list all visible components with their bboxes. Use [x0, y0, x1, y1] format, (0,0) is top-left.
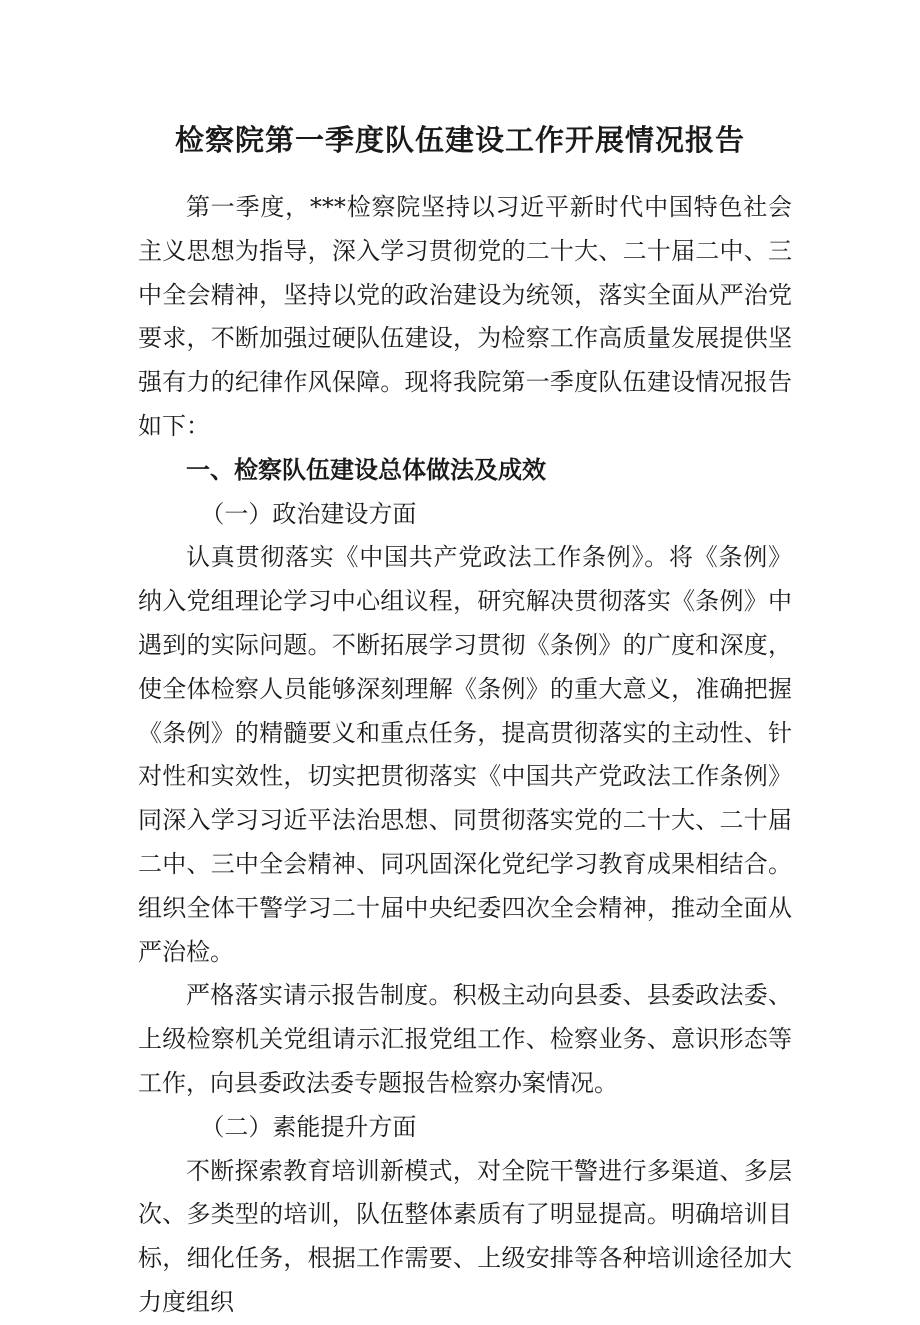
document-title: 检察院第一季度队伍建设工作开展情况报告	[174, 123, 745, 157]
subsection-heading-political: （一）政治建设方面	[200, 499, 417, 528]
intro-paragraph: 第一季度，***检察院坚持以习近平新时代中国特色社会主义思想为指导，深入学习贯彻党的二十大、二十届二中、三中全会精神，坚持以党的政治建设为统领，落实全面从严治党要求，不断加强过硬队伍建设，为检察工作高质量发展提供坚强有力的纪律作风保障。现将我院第一季度队伍建设情况报告如下：	[138, 193, 792, 440]
paragraph-regulations: 认真贯彻落实《中国共产党政法工作条例》。将《条例》纳入党组理论学习中心组议程，研究解决贯彻落实《条例》中遇到的实际问题。不断拓展学习贯彻《条例》的广度和深度，使全体检察人员能够深刻理解《条例》的重大意义，准确把握《条例》的精髓要义和重点任务，提高贯彻落实的主动性、针对性和实效性，切实把贯彻落实《中国共产党政法工作条例》同深入学习习近平法治思想、同贯彻落实党的二十大、二十届二中、三中全会精神、同巩固深化党纪学习教育成果相结合。组织全体干警学习二十届中央纪委四次全会精神，推动全面从严治检。	[138, 543, 792, 966]
paragraph-training: 不断探索教育培训新模式，对全院干警进行多渠道、多层次、多类型的培训，队伍整体素质有了明显提高。明确培训目标，细化任务，根据工作需要、上级安排等各种培训途径加大力度组织	[138, 1156, 792, 1316]
paragraph-reporting: 严格落实请示报告制度。积极主动向县委、县委政法委、上级检察机关党组请示汇报党组工作、检察业务、意识形态等工作，向县委政法委专题报告检察办案情况。	[138, 981, 792, 1097]
subsection-heading-capability: （二）素能提升方面	[200, 1112, 417, 1141]
section-heading: 一、检察队伍建设总体做法及成效	[186, 455, 546, 484]
document-body	[138, 186, 792, 1325]
